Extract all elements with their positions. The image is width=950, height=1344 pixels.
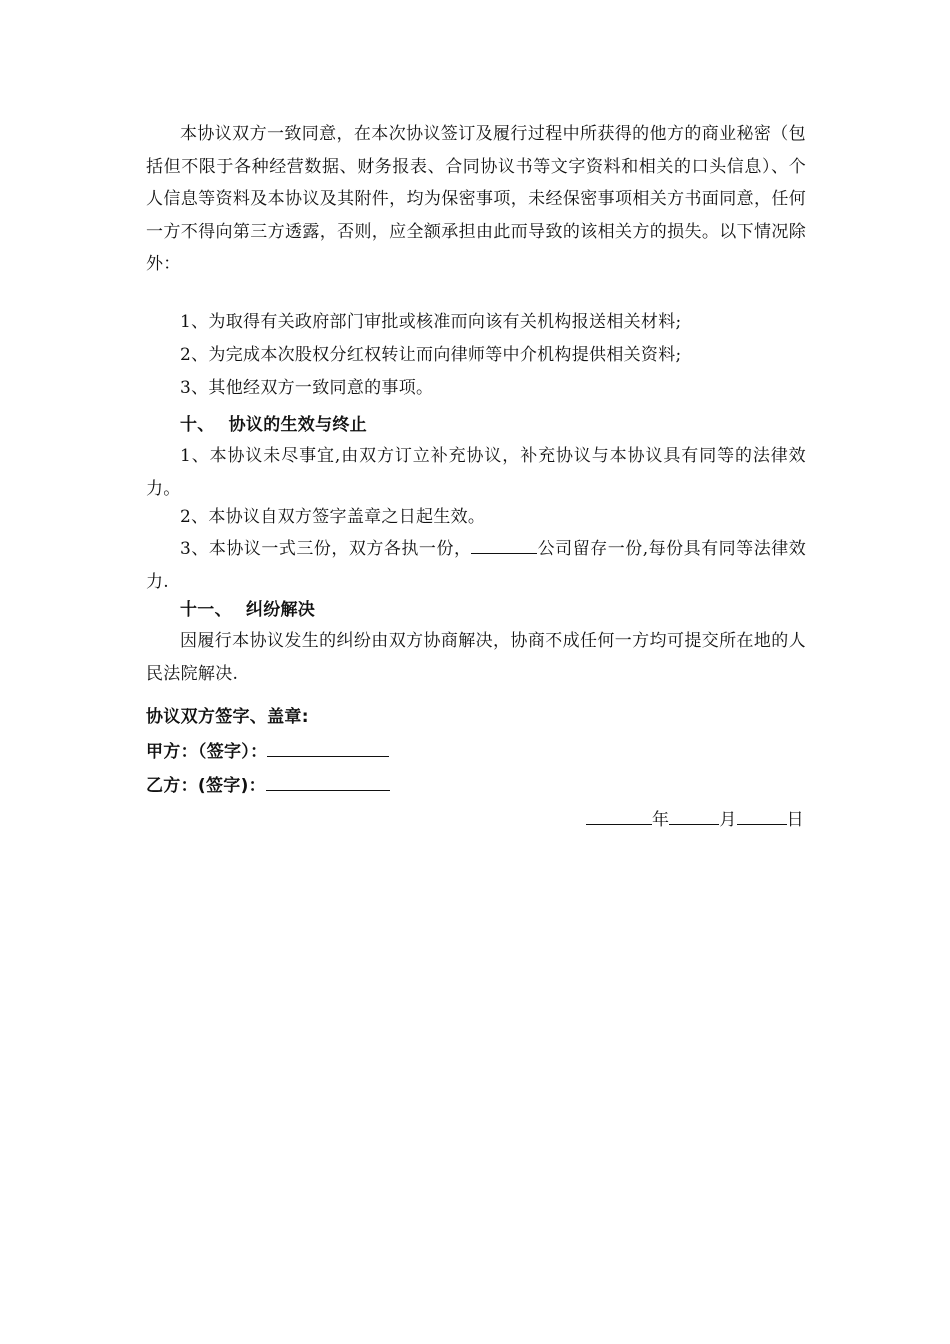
exception-item-1: 1、为取得有关政府部门审批或核准而向该有关机构报送相关材料; <box>180 312 682 332</box>
section-11-title: 纠纷解决 <box>245 600 316 620</box>
month-label: 月 <box>719 810 737 830</box>
company-name-blank[interactable] <box>471 535 537 554</box>
section-10-number: 十、 <box>180 415 215 435</box>
party-b-signature-blank[interactable] <box>266 772 390 791</box>
date-line <box>586 806 804 832</box>
exception-item-2: 2、为完成本次股权分红权转让而向律师等中介机构提供相关资料; <box>180 345 682 365</box>
section-10-item-2: 2、本协议自双方签字盖章之日起生效。 <box>180 507 486 527</box>
party-b-label: 乙方：(签字)： <box>146 776 266 796</box>
party-a-signature-line <box>146 738 389 764</box>
section-10-item-3-part-1: 3、本协议一式三份，双方各执一份， <box>180 539 472 559</box>
section-10-item-3 <box>146 533 806 598</box>
year-blank[interactable] <box>586 806 652 825</box>
party-b-signature-line <box>146 772 390 798</box>
confidentiality-paragraph: 本协议双方一致同意，在本次协议签订及履行过程中所获得的他方的商业秘密（包括但不限于各种经营数据、财务报表、合同协议书等文字资料和相关的口头信息）、个人信息等资料及本协议及其附件，均为保密事项，未经保密事项相关方书面同意，任何一方不得向第三方透露，否则，应全额承担由此而导致的该相关方的损失。以下情况除外： <box>146 124 806 274</box>
section-11-body: 因履行本协议发生的纠纷由双方协商解决，协商不成任何一方均可提交所在地的人民法院解决. <box>146 631 806 684</box>
section-11-number: 十一、 <box>180 600 232 620</box>
year-label: 年 <box>652 810 670 830</box>
section-10-item-3-part-2: 公司留存一份,每份具有同等法律效力. <box>146 539 807 592</box>
section-10-heading <box>180 413 367 437</box>
exception-item-3: 3、其他经双方一致同意的事项。 <box>180 378 434 398</box>
month-blank[interactable] <box>669 806 719 825</box>
party-a-label: 甲方：（签字）： <box>146 742 268 762</box>
signature-heading: 协议双方签字、盖章: <box>146 707 309 727</box>
section-10-item-1: 1、本协议未尽事宜,由双方订立补充协议，补充协议与本协议具有同等的法律效力。 <box>146 446 806 499</box>
section-11-heading <box>180 598 315 622</box>
day-blank[interactable] <box>737 806 787 825</box>
party-a-signature-blank[interactable] <box>267 738 389 757</box>
section-10-title: 协议的生效与终止 <box>228 415 368 435</box>
day-label: 日 <box>786 810 804 830</box>
